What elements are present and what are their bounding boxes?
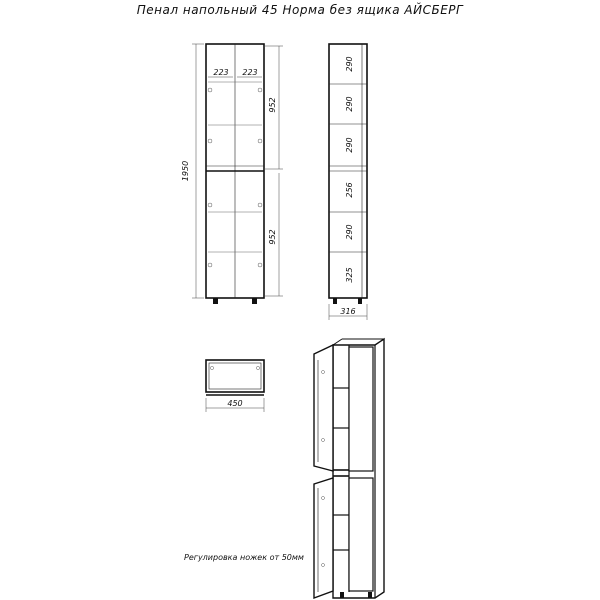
hinge-icon — [322, 497, 325, 500]
dim-door-width-right: 223 — [242, 68, 258, 77]
leg-adjustment-note: Регулировка ножек от 50мм — [184, 553, 304, 562]
perspective-view — [314, 339, 384, 598]
dim-section-5: 290 — [345, 224, 354, 240]
dim-door-width-left: 223 — [213, 68, 229, 77]
leg — [358, 298, 362, 304]
dim-section-1: 290 — [345, 56, 354, 72]
hinge-icon — [322, 439, 325, 442]
top-view — [206, 360, 264, 412]
door-open — [314, 478, 333, 598]
door-open — [314, 345, 333, 471]
front-view — [181, 44, 283, 304]
dim-section-3: 290 — [345, 137, 354, 153]
hinge-icon — [258, 139, 262, 143]
hinge-icon — [208, 88, 212, 92]
hinge-icon — [322, 564, 325, 567]
leg — [213, 298, 218, 304]
hinge-icon — [258, 263, 262, 267]
dim-lower-height: 952 — [268, 229, 277, 245]
leg — [252, 298, 257, 304]
hinge-icon — [322, 371, 325, 374]
dim-width: 450 — [227, 399, 243, 408]
hinge-icon — [208, 203, 212, 207]
dim-upper-height: 952 — [268, 97, 277, 113]
dim-section-2: 290 — [345, 96, 354, 112]
dim-total-height: 1950 — [181, 160, 190, 182]
leg — [333, 298, 337, 304]
hinge-icon — [258, 203, 262, 207]
hinge-icon — [208, 139, 212, 143]
door-closed — [349, 478, 373, 591]
side-view — [329, 44, 367, 320]
drawing-title: Пенал напольный 45 Норма без ящика АЙСБЕРГ — [136, 3, 464, 17]
dim-depth: 316 — [340, 307, 356, 316]
door-closed — [349, 347, 373, 471]
top-outline — [206, 360, 264, 392]
hinge-icon — [258, 88, 262, 92]
dim-section-4: 256 — [345, 182, 354, 198]
hinge-icon — [208, 263, 212, 267]
dim-section-6: 325 — [345, 267, 354, 283]
